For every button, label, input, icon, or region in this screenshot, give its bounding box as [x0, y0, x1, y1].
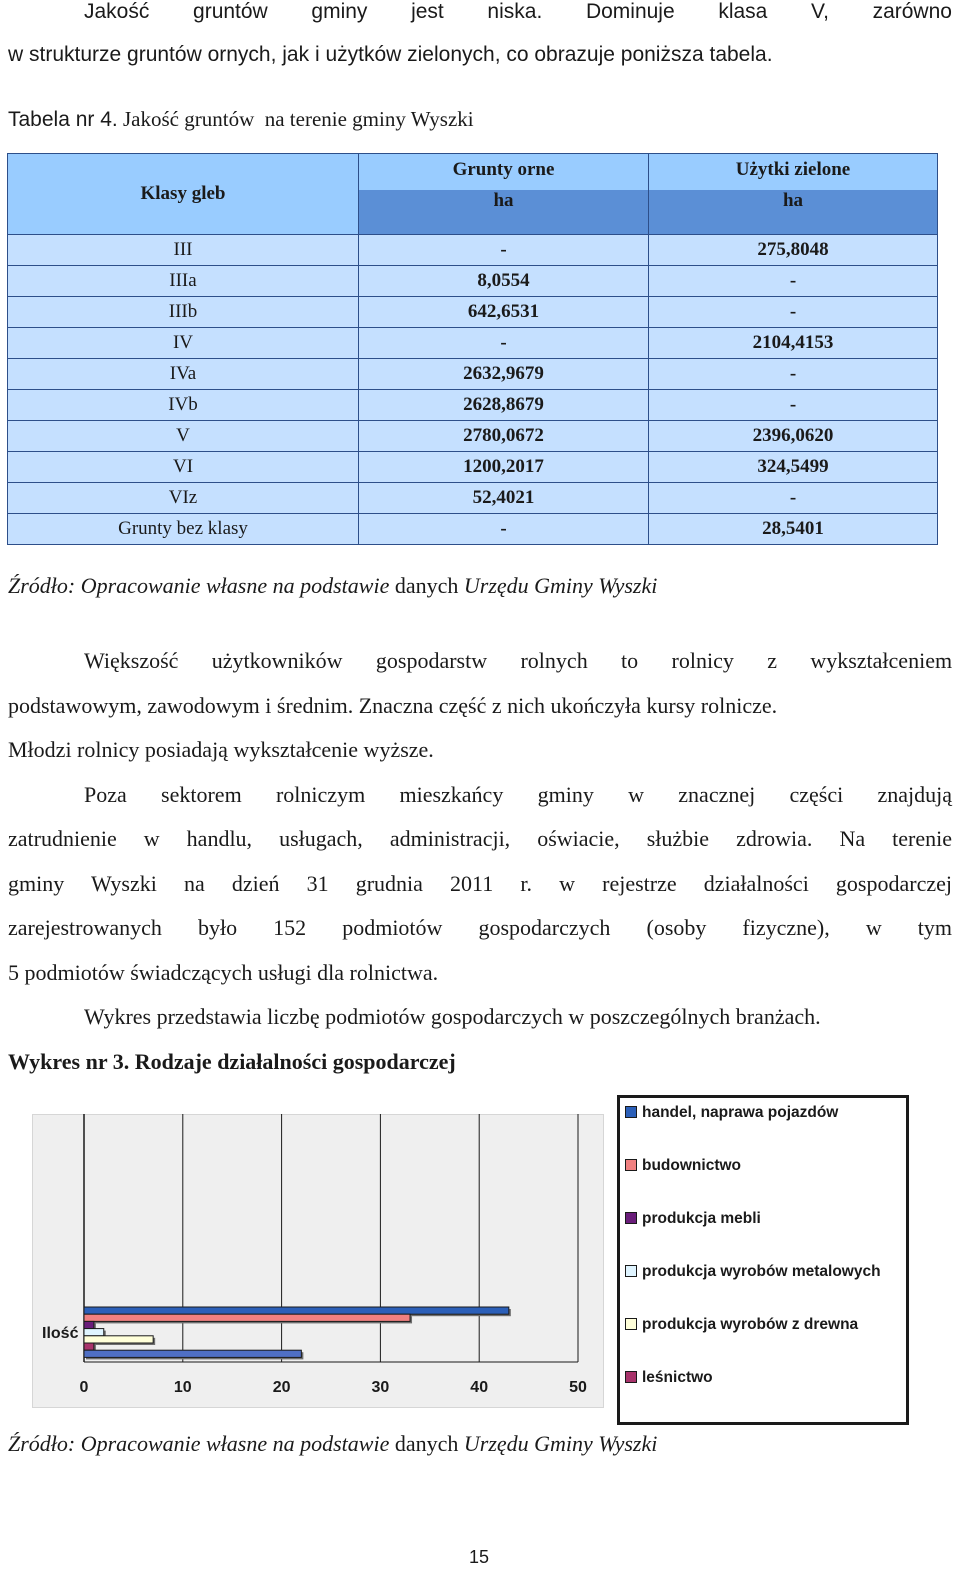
intro-word: niska.	[487, 0, 543, 23]
intro-word: jest	[411, 0, 444, 23]
legend-item	[625, 1157, 741, 1175]
legend-swatch	[625, 1265, 637, 1277]
p2-word: części	[789, 782, 844, 807]
legend-label: handel, naprawa pojazdów	[642, 1104, 839, 1121]
legend-item	[625, 1104, 838, 1122]
soil-quality-table	[7, 153, 938, 545]
chart-caption-title: Rodzaje działalności gospodarczej	[134, 1049, 456, 1074]
x-tick-label: 10	[173, 1379, 192, 1396]
arable-value-cell: 2628,8679	[359, 390, 649, 421]
paragraph-1-line-3: Młodzi rolnicy posiadają wykształcenie wyższe.	[8, 737, 434, 762]
meadow-value-cell: 275,8048	[649, 235, 938, 266]
p2-word: mieszkańcy	[399, 782, 504, 807]
p1-word: rolnych	[520, 648, 588, 673]
paragraph-2-line-4: zarejestrowanych było 152 podmiotów gospodarczych (osoby fizyczne), w tym	[8, 915, 952, 940]
chart-caption-label: Wykres nr 3.	[8, 1049, 130, 1074]
p1-word: z	[767, 648, 777, 673]
p1-word: rolnicy	[671, 648, 734, 673]
paragraph-2-line-5: 5 podmiotów świadczących usługi dla rolnictwa.	[8, 960, 439, 985]
chart-caption	[8, 1048, 456, 1076]
intro-word: klasa	[718, 0, 768, 23]
table-row	[8, 514, 938, 545]
p2-word: znajdują	[877, 782, 953, 807]
p2-word: gminy	[537, 782, 594, 807]
source-suffix: Urzędu Gminy Wyszki	[463, 1431, 658, 1456]
source-suffix: Urzędu Gminy Wyszki	[463, 573, 658, 598]
table-row	[8, 359, 938, 390]
unit-meadow: ha	[649, 185, 938, 235]
legend-item	[625, 1263, 881, 1281]
meadow-value-cell: 2104,4153	[649, 328, 938, 359]
soil-class-cell: VIz	[8, 483, 359, 514]
arable-value-cell: 8,0554	[359, 266, 649, 297]
intro-word: gruntów	[193, 0, 268, 23]
soil-class-cell: V	[8, 421, 359, 452]
intro-line-2: w strukturze gruntów ornych, jak i użytków zielonych, co obrazuje poniższa tabela.	[8, 43, 773, 66]
table-row	[8, 297, 938, 328]
p2-word: znacznej	[678, 782, 756, 807]
arable-value-cell: 1200,2017	[359, 452, 649, 483]
p1-word: użytkowników	[211, 648, 343, 673]
arable-value-cell: -	[359, 514, 649, 545]
table-caption-title: Jakość gruntów na terenie gminy Wyszki	[123, 107, 474, 131]
paragraph-3-line-1: Wykres przedstawia liczbę podmiotów gospodarczych w poszczególnych branżach.	[84, 1004, 821, 1029]
soil-class-cell: IV	[8, 328, 359, 359]
legend-item	[625, 1210, 761, 1228]
source-note-table	[8, 572, 657, 600]
x-tick-label: 40	[470, 1379, 489, 1396]
chart-frame	[32, 1114, 604, 1408]
meadow-value-cell: 2396,0620	[649, 421, 938, 452]
source-prefix: Źródło: Opracowanie własne na podstawie	[8, 1431, 390, 1456]
table-row	[8, 452, 938, 483]
soil-class-cell: IVa	[8, 359, 359, 390]
header-meadow: Użytki zielone	[649, 154, 938, 186]
source-note-chart	[8, 1430, 657, 1458]
arable-value-cell: 2632,9679	[359, 359, 649, 390]
legend-item	[625, 1369, 713, 1387]
intro-line-1	[84, 0, 952, 26]
legend-swatch	[625, 1371, 637, 1383]
table-row	[8, 266, 938, 297]
intro-word: Dominuje	[585, 0, 675, 23]
p1-word: wykształceniem	[810, 648, 953, 673]
table-row	[8, 390, 938, 421]
meadow-value-cell: 28,5401	[649, 514, 938, 545]
table-caption	[8, 105, 474, 134]
legend-swatch	[625, 1318, 637, 1330]
p1-word: gospodarstw	[375, 648, 488, 673]
paragraph-1-line-1	[84, 647, 952, 675]
arable-value-cell: 52,4021	[359, 483, 649, 514]
p2-word: Poza	[84, 782, 127, 807]
x-tick-label: 30	[371, 1379, 390, 1396]
p1-word: Większość	[84, 648, 179, 673]
intro-word: zarówno	[872, 0, 952, 23]
intro-word: V,	[811, 0, 829, 23]
intro-word: Jakość	[84, 0, 150, 23]
arable-value-cell: 642,6531	[359, 297, 649, 328]
table-caption-label: Tabela nr 4.	[8, 108, 118, 131]
arable-value-cell: -	[359, 235, 649, 266]
soil-class-cell: IVb	[8, 390, 359, 421]
p2-word: rolniczym	[275, 782, 366, 807]
soil-class-cell: IIIa	[8, 266, 359, 297]
legend-swatch	[625, 1106, 637, 1118]
meadow-value-cell: -	[649, 390, 938, 421]
table-row	[8, 483, 938, 514]
legend-label: produkcja wyrobów z drewna	[642, 1316, 859, 1333]
x-tick-label: 0	[79, 1379, 89, 1396]
x-tick-label: 20	[272, 1379, 291, 1396]
p1-word: to	[621, 648, 639, 673]
table-row	[8, 421, 938, 452]
legend-label: produkcja mebli	[642, 1210, 761, 1227]
p2-word: sektorem	[161, 782, 242, 807]
meadow-value-cell: -	[649, 483, 938, 514]
paragraph-1-line-2: podstawowym, zawodowym i średnim. Znaczna część z nich ukończyła kursy rolnicze.	[8, 693, 778, 718]
p2-word: w	[628, 782, 645, 807]
meadow-value-cell: -	[649, 359, 938, 390]
legend-label: budownictwo	[642, 1157, 742, 1174]
page-number: 15	[469, 1547, 490, 1567]
source-prefix: Źródło: Opracowanie własne na podstawie	[8, 573, 390, 598]
soil-class-cell: IIIb	[8, 297, 359, 328]
x-tick-label: 50	[569, 1379, 587, 1396]
source-middle: danych	[394, 1431, 459, 1456]
paragraph-2-line-2: zatrudnienie w handlu, usługach, administracji, oświacie, służbie zdrowia. Na terenie	[8, 826, 952, 851]
legend-label: leśnictwo	[642, 1369, 713, 1386]
arable-value-cell: 2780,0672	[359, 421, 649, 452]
intro-word: gminy	[311, 0, 368, 23]
source-middle: danych	[394, 573, 459, 598]
table-row	[8, 328, 938, 359]
meadow-value-cell: 324,5499	[649, 452, 938, 483]
meadow-value-cell: -	[649, 297, 938, 328]
paragraph-2-line-3: gminy Wyszki na dzień 31 grudnia 2011 r. w rejestrze działalności gospodarczej	[8, 871, 952, 896]
arable-value-cell: -	[359, 328, 649, 359]
meadow-value-cell: -	[649, 266, 938, 297]
paragraph-2-line-1	[84, 781, 952, 809]
header-arable: Grunty orne	[359, 154, 649, 186]
soil-class-cell: VI	[8, 452, 359, 483]
unit-arable: ha	[359, 185, 649, 235]
legend-swatch	[625, 1212, 637, 1224]
legend-swatch	[625, 1159, 637, 1171]
soil-class-cell: Grunty bez klasy	[8, 514, 359, 545]
table-row	[8, 235, 938, 266]
header-soil-class: Klasy gleb	[8, 154, 359, 235]
table-header-row	[8, 154, 938, 186]
legend-label: produkcja wyrobów metalowych	[642, 1263, 881, 1280]
soil-class-cell: III	[8, 235, 359, 266]
legend-item	[625, 1316, 858, 1334]
chart-y-label: Ilość	[42, 1325, 79, 1342]
